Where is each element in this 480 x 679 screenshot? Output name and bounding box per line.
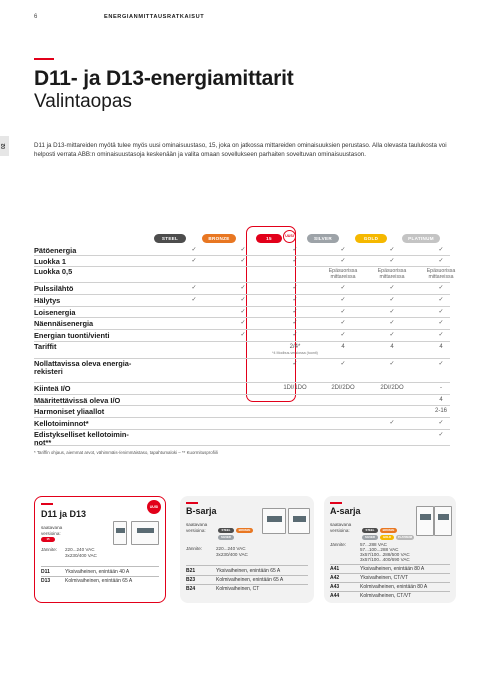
row-label: Hälytys <box>34 296 61 305</box>
row-label: Näennäisenergia <box>34 319 94 328</box>
table-row <box>34 406 450 418</box>
voltage-label: Jännite: <box>41 547 58 552</box>
product-card-b-series[interactable] <box>180 496 314 603</box>
card-title: A-sarja <box>330 506 361 516</box>
voltage-value: 220...240 VAC <box>65 547 95 552</box>
check-icon: ✓ <box>292 247 298 253</box>
availability-label: saatavana versioina: <box>41 525 63 536</box>
card-divider <box>41 576 159 577</box>
check-icon: ✓ <box>240 320 246 326</box>
check-icon: ✓ <box>438 420 444 426</box>
table-cell: Epäsuorissa mittareissa <box>328 268 358 280</box>
page-number: 6 <box>34 14 38 20</box>
row-label: Edistykselliset kellotoimin-not** <box>34 430 129 447</box>
availability-platinum: PLATINUM <box>397 535 413 539</box>
side-tab <box>0 136 9 156</box>
table-cell: 2DI/2DO <box>331 385 355 391</box>
table-row <box>34 295 450 307</box>
side-tab-label: 02 <box>1 143 7 149</box>
check-icon: ✓ <box>292 285 298 291</box>
product-desc: Kolmivaiheinen, enintään 65 A <box>65 578 133 584</box>
table-row <box>34 342 450 359</box>
product-desc: Yksivaiheinen, enintään 40 A <box>65 569 130 575</box>
card-divider <box>186 575 308 576</box>
row-label: Kellotoiminnot* <box>34 419 89 428</box>
new-badge: UUSI <box>283 230 296 243</box>
voltage-value: 3x57/100...400/690 VAC <box>360 557 410 562</box>
meter-image-d11 <box>113 521 127 545</box>
card-divider <box>330 564 450 565</box>
product-desc: Kolmivaiheinen, enintään 65 A <box>216 577 284 583</box>
check-icon: ✓ <box>240 247 246 253</box>
check-icon: ✓ <box>191 258 197 264</box>
check-icon: ✓ <box>292 320 298 326</box>
table-row <box>34 383 450 395</box>
table-cell: - <box>440 385 442 391</box>
availability-label: saatavana versioina: <box>330 522 352 533</box>
product-desc: Kolmivaiheinen, CT <box>216 586 260 592</box>
availability-label: saatavana versioina: <box>186 522 208 533</box>
check-icon: ✓ <box>240 285 246 291</box>
table-cell: 2/4* <box>289 344 301 350</box>
table-cell: 2DI/2DO <box>380 385 404 391</box>
product-code: D13 <box>41 578 51 584</box>
table-cell: 1DI/1DO <box>283 385 307 391</box>
card-title: D11 ja D13 <box>41 509 87 519</box>
product-card-a-series[interactable] <box>324 496 456 603</box>
voltage-value: 3x57/100...288/500 VAC <box>360 552 410 557</box>
card-title: B-sarja <box>186 506 217 516</box>
table-cell: Epäsuorissa mittareissa <box>377 268 407 280</box>
availability-bronze: BRONZE <box>236 528 253 533</box>
row-label: Harmoniset yliaallot <box>34 407 105 416</box>
table-row <box>34 307 450 318</box>
check-icon: ✓ <box>438 258 444 264</box>
product-desc: Yksivaiheinen, enintään 80 A <box>360 566 425 572</box>
product-code: A44 <box>330 593 340 599</box>
tier-steel: STEEL <box>154 234 186 243</box>
card-accent-bar <box>186 502 198 504</box>
product-code: A43 <box>330 584 340 590</box>
check-icon: ✓ <box>438 320 444 326</box>
meter-image-b23 <box>288 508 310 534</box>
row-label: Pulssilähtö <box>34 284 74 293</box>
tier-platinum: PLATINUM <box>402 234 440 243</box>
card-divider <box>330 573 450 574</box>
intro-paragraph: D11 ja D13-mittareiden myötä tulee myös uusi ominaisuustaso, 15, joka on jatkossa mittareiden ominaisuuksien perustaso. Alla olevasta taulukosta voi helposti verrata ABB:n ominaisuustasoja keskenään ja valita omaan sovellukseen parhaiten soveltuvan ominaisuustason. <box>34 142 447 158</box>
table-row <box>34 418 450 430</box>
card-accent-bar <box>41 503 53 505</box>
product-desc: Yksivaiheinen, enintään 65 A <box>216 568 281 574</box>
check-icon: ✓ <box>292 297 298 303</box>
check-icon: ✓ <box>389 320 395 326</box>
product-desc: Kolmivaiheinen, CT/VT <box>360 593 412 599</box>
availability-silver: SILVER <box>362 535 378 540</box>
check-icon: ✓ <box>340 361 346 367</box>
row-label: Luokka 1 <box>34 257 67 266</box>
check-icon: ✓ <box>340 247 346 253</box>
check-icon: ✓ <box>389 332 395 338</box>
voltage-value: 57...288 VAC <box>360 542 387 547</box>
table-row <box>34 245 450 256</box>
table-cell: 4 <box>439 397 443 403</box>
table-row <box>34 359 450 383</box>
product-code: A42 <box>330 575 340 581</box>
check-icon: ✓ <box>389 297 395 303</box>
page-subtitle: Valintaopas <box>34 91 132 112</box>
row-label: Nollattavissa oleva energia-rekisteri <box>34 359 132 376</box>
check-icon: ✓ <box>292 361 298 367</box>
check-icon: ✓ <box>292 258 298 264</box>
accent-bar <box>34 58 54 60</box>
product-desc: Kolmivaiheinen, enintään 80 A <box>360 584 428 590</box>
check-icon: ✓ <box>438 332 444 338</box>
table-row <box>34 430 450 446</box>
table-cell: 4 <box>341 344 345 350</box>
card-new-badge: UUSI <box>147 500 161 514</box>
card-divider <box>41 566 159 567</box>
meter-image-d13 <box>131 521 159 545</box>
check-icon: ✓ <box>389 247 395 253</box>
product-code: B23 <box>186 577 196 583</box>
product-code: A41 <box>330 566 340 572</box>
check-icon: ✓ <box>191 247 197 253</box>
check-icon: ✓ <box>340 332 346 338</box>
row-label: Luokka 0,5 <box>34 267 73 276</box>
card-accent-bar <box>330 502 342 504</box>
table-cell: 4 <box>439 344 443 350</box>
check-icon: ✓ <box>389 309 395 315</box>
check-icon: ✓ <box>292 309 298 315</box>
row-label: Pätöenergia <box>34 246 77 255</box>
table-row <box>34 283 450 295</box>
row-label: Loisenergia <box>34 308 76 317</box>
table-row <box>34 330 450 342</box>
check-icon: ✓ <box>191 285 197 291</box>
card-divider <box>330 582 450 583</box>
check-icon: ✓ <box>240 332 246 338</box>
voltage-value: 3x230/400 VAC <box>216 552 248 557</box>
product-code: B24 <box>186 586 196 592</box>
availability-steel: STEEL <box>362 528 378 533</box>
check-icon: ✓ <box>438 432 444 438</box>
check-icon: ✓ <box>191 297 197 303</box>
availability-bronze: BRONZE <box>380 528 397 533</box>
table-row <box>34 395 450 406</box>
availability-15: 15 <box>41 537 55 542</box>
card-divider <box>186 565 308 566</box>
tier-bronze: BRONZE <box>202 234 236 243</box>
voltage-value: 3x230/400 VAC <box>65 553 97 558</box>
check-icon: ✓ <box>240 297 246 303</box>
check-icon: ✓ <box>438 361 444 367</box>
voltage-value: 57...100...288 VAC <box>360 547 399 552</box>
check-icon: ✓ <box>240 258 246 264</box>
availability-silver: SILVER <box>218 535 234 540</box>
row-label: Tariffit <box>34 342 57 351</box>
voltage-value: 220...240 VAC <box>216 546 246 551</box>
meter-image-a43 <box>434 506 452 536</box>
check-icon: ✓ <box>438 297 444 303</box>
check-icon: ✓ <box>389 361 395 367</box>
table-row <box>34 256 450 267</box>
check-icon: ✓ <box>340 285 346 291</box>
check-icon: ✓ <box>240 309 246 315</box>
page-title: D11- ja D13-energiamittarit <box>34 67 294 90</box>
tier-silver: SILVER <box>307 234 339 243</box>
product-desc: Yksivaiheinen, CT/VT <box>360 575 409 581</box>
row-label: Määritettävissä oleva I/O <box>34 396 121 405</box>
cell-note: *4 Modbus-versiossa (tuonti) <box>272 351 318 355</box>
table-cell: 2-16 <box>434 408 447 414</box>
check-icon: ✓ <box>292 332 298 338</box>
table-cell: Epäsuorissa mittareissa <box>426 268 456 280</box>
row-label: Energian tuonti/vienti <box>34 331 110 340</box>
meter-image-a41 <box>416 506 434 536</box>
check-icon: ✓ <box>438 285 444 291</box>
check-icon: ✓ <box>389 285 395 291</box>
meter-image-b21 <box>262 508 286 534</box>
table-row <box>34 318 450 330</box>
table-cell: 4 <box>390 344 394 350</box>
check-icon: ✓ <box>340 320 346 326</box>
product-card-d11-d13[interactable] <box>34 496 166 603</box>
check-icon: ✓ <box>438 247 444 253</box>
tier-gold: GOLD <box>355 234 387 243</box>
row-label: Kiinteä I/O <box>34 384 71 393</box>
check-icon: ✓ <box>340 309 346 315</box>
card-divider <box>330 591 450 592</box>
voltage-label: Jännite: <box>330 542 347 547</box>
check-icon: ✓ <box>389 420 395 426</box>
check-icon: ✓ <box>438 309 444 315</box>
check-icon: ✓ <box>340 258 346 264</box>
product-code: B21 <box>186 568 196 574</box>
table-footnote: * Tariffin ohjaus, aiemmat arvot, vähimmäis-/enimmäistaso, tapahtumaloki – ** Kuormitusprofiili <box>34 450 218 455</box>
section-title: ENERGIANMITTAUSRATKAISUT <box>104 14 205 20</box>
table-row <box>34 267 456 283</box>
product-code: D11 <box>41 569 50 575</box>
check-icon: ✓ <box>340 297 346 303</box>
availability-steel: STEEL <box>218 528 234 533</box>
availability-gold: GOLD <box>380 535 394 540</box>
tier-15: 15 <box>256 234 282 243</box>
check-icon: ✓ <box>389 258 395 264</box>
card-divider <box>186 584 308 585</box>
voltage-label: Jännite: <box>186 546 203 551</box>
